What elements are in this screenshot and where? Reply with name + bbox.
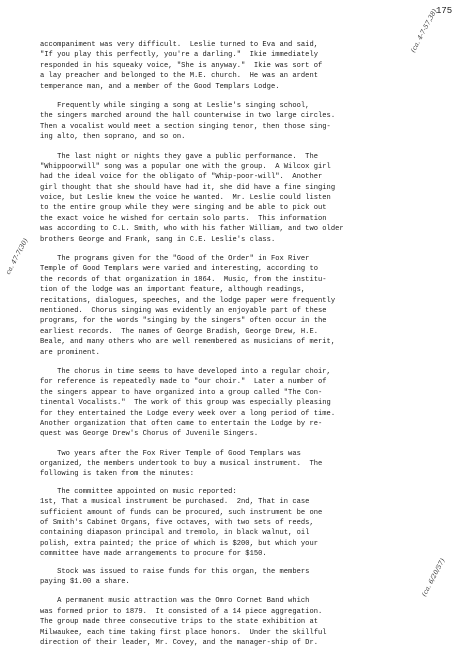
text-line: 1st, That a musical instrument be purchased. 2nd, That in case xyxy=(40,498,310,507)
text-line: was formed prior to 1879. It consisted of a 14 piece aggregation. xyxy=(40,607,323,616)
text-line: committee have made arrangements to procure for $150. xyxy=(40,550,267,559)
text-line: was according to C.L. Smith, who with his father William, and two older xyxy=(40,225,344,234)
text-line: Temple of Good Templars were varied and interesting, according to xyxy=(40,265,319,274)
text-line: the singers appear to have organized into a group called "The Con- xyxy=(40,388,323,397)
paragraph xyxy=(40,367,436,440)
text-line: Another organization that often came to entertain the Lodge by re- xyxy=(40,419,323,428)
text-line: the records of that organization in 1864. Music, from the institu- xyxy=(40,275,327,284)
text-line: temperance man, and a member of the Good Templars Lodge. xyxy=(40,82,280,91)
page-number: 175 xyxy=(436,6,453,16)
text-line: accompaniment was very difficult. Leslie turned to Eva and said, xyxy=(40,41,319,49)
text-line: Beale, and many others who are well remembered as musicians of merit, xyxy=(40,338,336,347)
text-line: paying $1.00 a share. xyxy=(40,577,130,586)
text-line: Stock was issued to raise funds for this organ, the members xyxy=(40,567,310,576)
paragraph xyxy=(40,254,436,358)
paragraph xyxy=(40,449,436,480)
text-line: for reference is repeatedly made to "our choir." Later a number of xyxy=(40,378,327,387)
text-line: the singers marched around the hall counterwise in two large circles. xyxy=(40,112,336,121)
text-line: the exact voice he wished for certain solo parts. This information xyxy=(40,214,327,223)
text-line: tinental Vocalists." The work of this group was especially pleasing xyxy=(40,399,331,408)
paragraph-gap xyxy=(40,440,436,449)
text-line: of Smith's Cabinet Organs, five octaves, with two sets of reeds, xyxy=(40,519,314,528)
text-line: to the entire group while they were singing and be able to pick out xyxy=(40,204,327,213)
text-line: Milwaukee, each time taking first place honors. Under the skillful xyxy=(40,628,327,637)
text-line: programs, for the words "singing by the singers" often occur in the xyxy=(40,317,327,326)
paragraph xyxy=(40,101,436,143)
text-line: containing diapason principal and tremolo, in black walnut, oil xyxy=(40,529,310,538)
text-line: responded in his squeaky voice, "She is anyway." Ikie was sort of xyxy=(40,61,323,70)
text-line: Then a vocalist would meet a section singing tenor, then those sing- xyxy=(40,122,331,131)
paragraph-gap xyxy=(40,480,436,487)
paragraph-gap xyxy=(40,245,436,254)
margin-note-bottom-right: (ca. 6/20/57) xyxy=(420,557,447,598)
paragraph-gap xyxy=(40,358,436,367)
paragraph-gap xyxy=(40,92,436,101)
text-line: mentioned. Chorus singing was evidently an enjoyable part of these xyxy=(40,306,327,315)
text-line: brothers George and Frank, sang in C.E. Leslie's class. xyxy=(40,235,276,244)
paragraph xyxy=(40,596,436,648)
text-line: recitations, dialogues, speeches, and the lodge paper were frequently xyxy=(40,296,336,305)
text-line: had the ideal voice for the obligato of "Whip-poor-will". Another xyxy=(40,173,323,182)
text-line: The programs given for the "Good of the Order" in Fox River xyxy=(40,255,310,264)
text-line: girl thought that she should have had it, she did have a fine singing xyxy=(40,183,336,192)
text-line: ing alto, then soprano, and so on. xyxy=(40,133,186,142)
paragraph xyxy=(40,567,436,588)
text-line: earliest records. The names of George Bradish, George Drew, H.E. xyxy=(40,327,319,336)
text-line: Frequently while singing a song at Leslie's singing school, xyxy=(40,101,310,110)
paragraph-gap xyxy=(40,587,436,596)
text-line: tion of the lodge was an important feature, although readings, xyxy=(40,286,306,295)
text-line: organized, the members undertook to buy a musical instrument. The xyxy=(40,460,323,469)
paragraph xyxy=(40,40,436,92)
margin-note-top-right: (ca. 4-7-57,38) xyxy=(409,7,439,54)
text-line: The committee appointed on music reported: xyxy=(40,487,237,496)
text-line: direction of their leader, Mr. Covey, and the manager-ship of Dr. xyxy=(40,638,319,647)
text-line: "If you play this perfectly, you're a darling." Ikie immediately xyxy=(40,51,319,60)
text-line: voice, but Leslie knew the voice he wanted. Mr. Leslie could listen xyxy=(40,194,331,203)
text-line: A permanent music attraction was the Omro Cornet Band which xyxy=(40,597,310,606)
text-line: "Whippoorwill" song was a popular one with the group. A Wilcox girl xyxy=(40,162,331,171)
text-line: sufficient amount of funds can be procured, such instrument be one xyxy=(40,508,323,517)
text-line: Two years after the Fox River Temple of Good Templars was xyxy=(40,449,301,458)
text-line: a lay preacher and belonged to the M.E. church. He was an ardent xyxy=(40,72,319,81)
text-line: for they entertained the Lodge every week over a long period of time. xyxy=(40,409,336,418)
text-line: The group made three consecutive trips to the state exhibition at xyxy=(40,618,319,627)
paragraph xyxy=(40,487,436,560)
document-body xyxy=(40,40,436,648)
paragraph xyxy=(40,152,436,246)
text-line: The chorus in time seems to have developed into a regular choir, xyxy=(40,367,331,376)
text-line: polish, extra painted; the price of which is $200, but which your xyxy=(40,539,319,548)
paragraph-gap xyxy=(40,560,436,567)
text-line: The last night or nights they gave a public performance. The xyxy=(40,152,319,161)
text-line: following is taken from the minutes: xyxy=(40,470,194,479)
text-line: are prominent. xyxy=(40,348,100,357)
text-line: quest was George Drew's Chorus of Juvenile Singers. xyxy=(40,430,259,439)
paragraph-gap xyxy=(40,143,436,152)
margin-note-left: ca. 47-7(30) xyxy=(4,237,30,276)
